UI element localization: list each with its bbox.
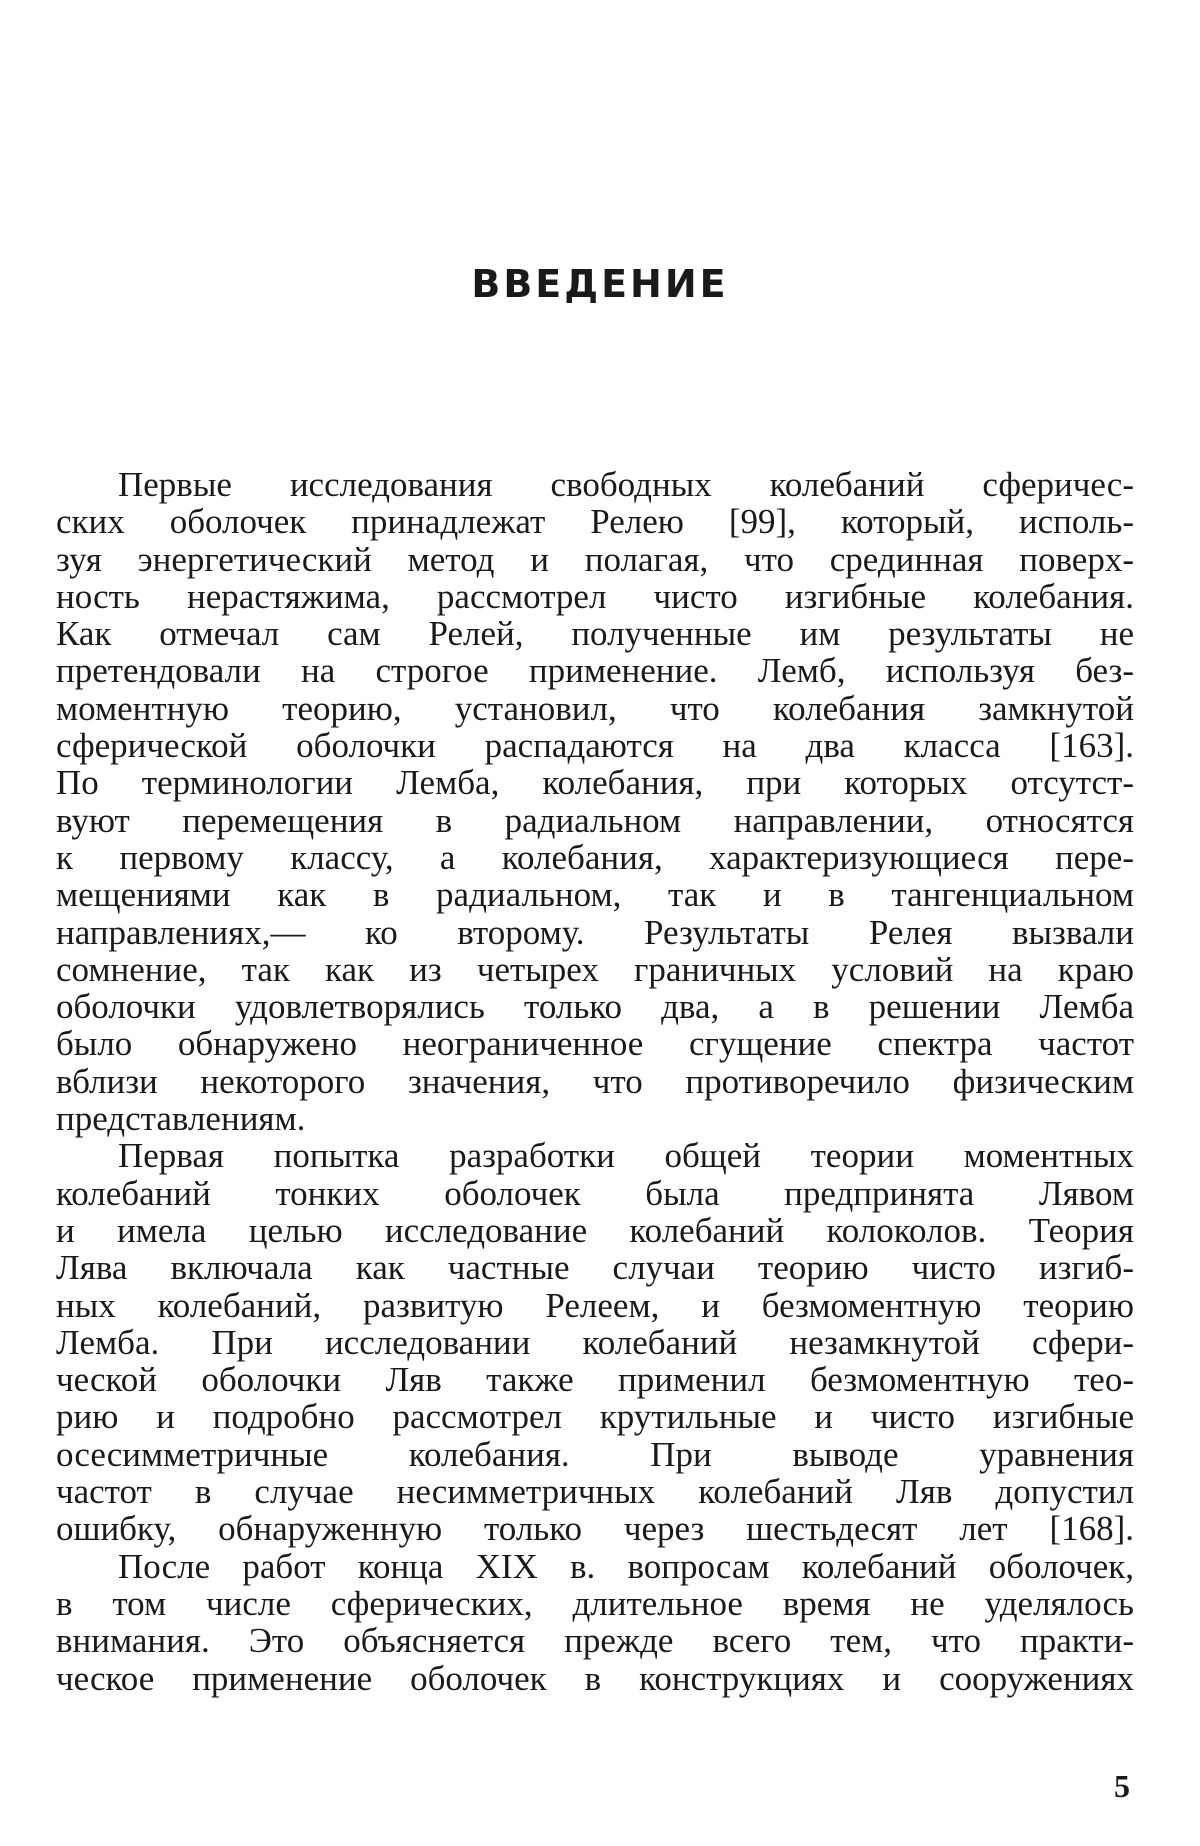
text-line: зуя энергетический метод и полагая, что срединная поверх- [56,539,1134,579]
text-line: осесимметричные колебания. При выводе уравнения [56,1434,1134,1474]
text-line: ческой оболочки Ляв также применил безмоментную тео- [56,1360,1134,1400]
text-line: Первая попытка разработки общей теории моментных [118,1136,1134,1176]
text-line: моментную теорию, установил, что колебания замкнутой [56,688,1134,728]
body-text [56,466,1134,1697]
text-line: Лява включала как частные случаи теорию чисто изгиб- [56,1248,1134,1288]
text-line: ских оболочек принадлежат Релею [99], который, исполь- [56,502,1134,542]
text-line: Как отмечал сам Релей, полученные им результаты не [56,614,1134,654]
text-line: претендовали на строгое применение. Лемб, используя без- [56,651,1134,691]
text-line: внимания. Это объясняется прежде всего тем, что практи- [56,1621,1134,1661]
text-line: представлениям. [56,1099,306,1139]
page-number: 5 [1114,1768,1130,1804]
text-line: вблизи некоторого значения, что противоречило физическим [56,1061,1134,1101]
text-line: и имела целью исследование колебаний колоколов. Теория [56,1210,1134,1250]
text-line: ность нерастяжима, рассмотрел чисто изгибные колебания. [56,576,1134,616]
text-line: направлениях,— ко второму. Результаты Релея вызвали [56,912,1134,952]
text-line: мещениями как в радиальном, так и в тангенциальном [56,875,1134,915]
text-line: ошибку, обнаруженную только через шестьдесят лет [168]. [56,1509,1134,1549]
text-line: в том числе сферических, длительное время не уделялось [56,1583,1134,1623]
text-line: По терминологии Лемба, колебания, при которых отсутст- [56,763,1134,803]
text-line: частот в случае несимметричных колебаний Ляв допустил [56,1472,1134,1512]
text-line: Первые исследования свободных колебаний сферичес- [118,465,1134,504]
text-line: оболочки удовлетворялись только два, а в решении Лемба [56,987,1134,1027]
text-line: После работ конца XIX в. вопросам колебаний оболочек, [118,1546,1134,1586]
text-line: сферической оболочки распадаются на два класса [163]. [56,726,1134,766]
chapter-heading: ВВЕДЕНИЕ [471,262,729,306]
text-line: колебаний тонких оболочек была предпринята Лявом [56,1173,1134,1213]
text-line: ных колебаний, развитую Релеем, и безмоментную теорию [56,1285,1134,1325]
text-line: к первому классу, а колебания, характеризующиеся пере- [56,837,1134,877]
text-line: Лемба. При исследовании колебаний незамкнутой сфери- [56,1322,1134,1362]
text-line: сомнение, так как из четырех граничных условий на краю [56,949,1134,989]
text-line: вуют перемещения в радиальном направлении, относятся [56,800,1134,840]
text-line: ческое применение оболочек в конструкциях и сооружениях [56,1658,1134,1698]
text-line: было обнаружено неограниченное сгущение спектра частот [56,1024,1134,1064]
text-line: рию и подробно рассмотрел крутильные и чисто изгибные [56,1397,1134,1437]
